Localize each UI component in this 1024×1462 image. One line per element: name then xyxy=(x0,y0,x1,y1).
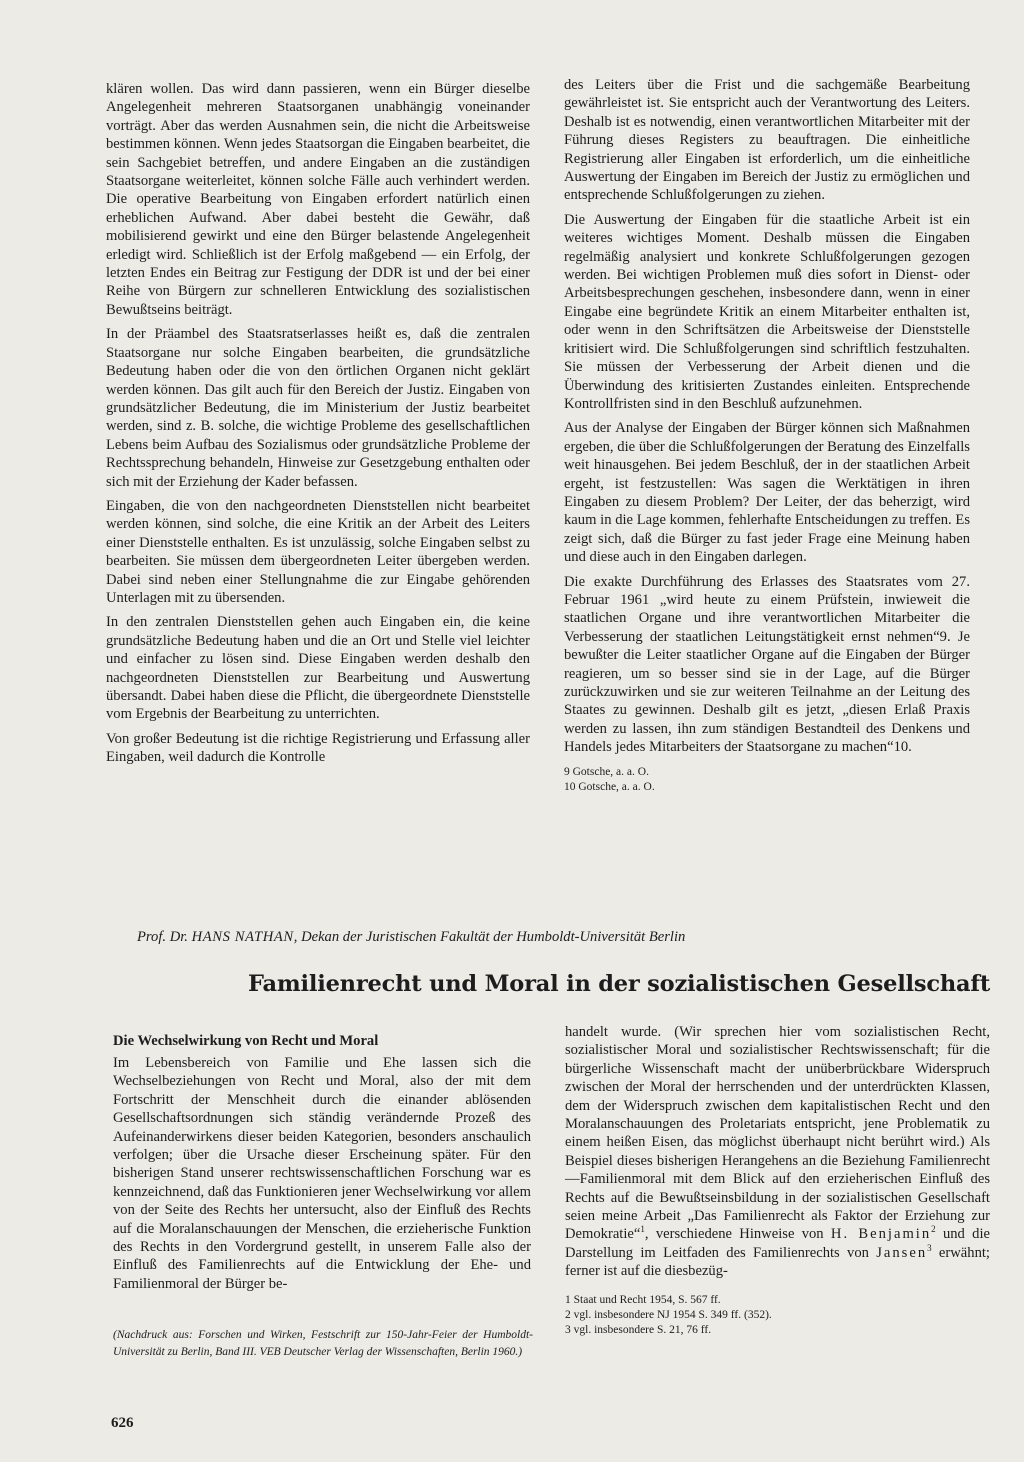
footnote-ref: 1 xyxy=(640,1224,645,1235)
footnote: 1 Staat und Recht 1954, S. 567 ff. xyxy=(565,1293,721,1306)
paragraph: In den zentralen Dienststellen gehen auch Eingaben ein, die keine grundsätzliche Bedeutung haben und die an Ort und Stelle viel leichter und einfacher zu lösen sind. Diese Eingaben werden deshalb den nachgeordneten Dienststellen zur Bearbeitung und Auswertung übersandt. Dabei haben diese die Pflicht, die übergeordnete Dienststelle vom Ergebnis der Bearbeitung zu unterrichten. xyxy=(106,614,530,723)
paragraph: handelt wurde. (Wir sprechen hier vom sozialistischen Recht, sozialistischer Moral und sozialistischer Rechtswissenschaft; für die bürgerliche Wissenschaft macht der unüberbrückbare Widerspruch zwischen der Moral der herrschenden und der unterdrückten Klassen, dem der Widerspruch zwischen dem kapitalistischen Recht und den Moralanschauungen des Proletariats entspricht, jene Problematik zu einem heißen Eisen, das möglichst überhaupt nicht berührt wird.) Als Beispiel dieses bisherigen Herangehens an die Beziehung Familienrecht—Familienmoral mit dem Blick auf den erzieherischen Einfluß des Rechts auf die Bewußtseinsbildung in der sozialistischen Gesellschaft seien meine Arbeit „Das Familienrecht als Faktor der Erziehung zur Demokratie“$^1$, verschiedene Hinweise von H. Benjamin$^2$ und die Darstellung im Leitfaden des Familienrechts von Jansen$^3$ erwähnt; ferner ist auf die diesbezüg- xyxy=(565,1024,990,1280)
article-title: Familienrecht und Moral in der sozialistischen Gesellschaft xyxy=(248,971,991,997)
author-name: HANS NATHAN xyxy=(191,929,294,945)
footnote: 3 vgl. insbesondere S. 21, 76 ff. xyxy=(565,1323,712,1336)
paragraph: klären wollen. Das wird dann passieren, wenn ein Bürger dieselbe Angelegenheit mehreren Staatsorganen unabhängig voneinander vorträgt. Aber das werden Ausnahmen sein, die nicht die Arbeitsweise bestimmen können. Wenn jedes Staatsorgan die Eingaben bearbeitet, die sein Sachgebiet betreffen, und andere Eingaben an die zuständigen Staatsorgane weiterleitet, können solche Fälle auch verhindert werden. Die operative Bearbeitung von Eingaben erfordert natürlich einen erheblichen Aufwand. Aber dabei besteht die Gewähr, daß mobilisierend gewirkt und eine den Bürger belastende Angelegenheit erledigt wird. Schließlich ist der Erfolg maßgebend — ein Erfolg, der letzten Endes ein Beitrag zur Festigung der DDR ist und der bei einer Reihe von Bürgern zur schnelleren Entwicklung des sozialistischen Bewußtseins beiträgt. xyxy=(106,81,530,318)
article-left-column xyxy=(113,1032,531,1299)
author-byline: Prof. Dr. HANS NATHAN, Dekan der Juristischen Fakultät der Humboldt-Universität Berlin xyxy=(137,929,686,945)
paragraph: Von großer Bedeutung ist die richtige Registrierung und Erfassung aller Eingaben, weil dadurch die Kontrolle xyxy=(106,730,530,766)
footnote-ref: 3 xyxy=(927,1243,932,1254)
paragraph: In der Präambel des Staatsratserlasses heißt es, daß die zentralen Staatsorgane nur solche Eingaben bearbeiten, die grundsätzliche Bedeutung haben oder die von den örtlichen Organen nicht geklärt werden können. Das gilt auch für den Bereich der Justiz. Eingaben von grundsätzlicher Bedeutung, die im Ministerium der Justiz bearbeitet werden, sind z. B. solche, die wichtige Probleme des gesellschaftlichen Lebens beim Aufbau des Sozialismus oder grundsätzliche Probleme der Rechtssprechung behandeln, Hinweise zur Gesetzgebung enthalten oder sich mit der Erziehung der Kader befassen. xyxy=(106,326,530,490)
paragraph: Aus der Analyse der Eingaben der Bürger können sich Maßnahmen ergeben, die über die Schlußfolgerungen der Beratung des Einzelfalls weit hinausgehen. Bei jedem Beschluß, der in der staatlichen Arbeit ergeht, ist festzustellen: Was sagen die Werktätigen in ihren Eingaben zu diesem Problem? Der Leiter, der das beherzigt, wird kaum in die Lage kommen, fehlerhafte Entscheidungen zu treffen. Es zeigt sich, daß die Bürger zu fast jeder Frage eine Meinung haben und diese auch in den Eingaben darlegen. xyxy=(564,420,970,566)
paragraph: Eingaben, die von den nachgeordneten Dienststellen nicht bearbeitet werden können, sind solche, die eine Kritik an der Arbeit des Leiters einer Dienststelle enthalten. Es ist unzulässig, solche Eingaben selbst zu bearbeiten. Sie müssen dem übergeordneten Leiter übergeben werden. Dabei sind neben einer Stellungnahme die zur Eingabe gehörenden Unterlagen mit zu übersenden. xyxy=(106,497,530,606)
paragraph: Im Lebensbereich von Familie und Ehe lassen sich die Wechselbeziehungen von Recht und Moral, also der mit dem Fortschritt der Menschheit durch die einander ablösenden Gesellschaftsordnungen sich ständig verändernde Prozeß des Aufeinanderwirkens dieser beiden Kategorien, besonders anschaulich verfolgen; über die Ursache dieser Erscheinung später. Für den bisherigen Stand unserer rechtswissenschaftlichen Forschung war es kennzeichnend, daß das Funktionieren jener Wechselwirkung vor allem von der Seite des Rechts her untersucht, also der Einfluß des Rechts auf die Moralanschauungen der Menschen, die erzieherische Funktion des Rechts in den Vordergrund gestellt, in unserem Falle also der Einfluß des Familienrechts auf die Entwicklung der Ehe- und Familienmoral der Bürger be- xyxy=(113,1055,531,1292)
reprint-note: (Nachdruck aus: Forschen und Wirken, Festschrift zur 150-Jahr-Feier der Humboldt-Universität zu Berlin, Band III. VEB Deutscher Verlag der Wissenschaften, Berlin 1960.) xyxy=(113,1329,533,1358)
footnote: 9 Gotsche, a. a. O. xyxy=(564,765,649,778)
footnotes-bottom xyxy=(565,1293,990,1338)
footnote: 2 vgl. insbesondere NJ 1954 S. 349 ff. (352). xyxy=(565,1308,772,1321)
paragraph: des Leiters über die Frist und die sachgemäße Bearbeitung gewährleistet ist. Sie entspricht auch der Verantwortung des Leiters. Deshalb ist es notwendig, einen verantwortlichen Mitarbeiter mit der Führung dieses Registers zu beauftragen. Die einheitliche Registrierung aller Eingaben ist erforderlich, um die einheitliche Auswertung der Eingaben im Bereich der Justiz zu ermöglichen und entsprechende Schlußfolgerungen zu ziehen. xyxy=(564,77,970,204)
top-right-column xyxy=(564,76,970,795)
paragraph: Die exakte Durchführung des Erlasses des Staatsrates vom 27. Februar 1961 „wird heute zu einem Prüfstein, inwieweit die staatlichen Organe und ihre verantwortlichen Mitarbeiter die Verbesserung der staatlichen Leitungstätigkeit ernst nehmen“9. Je bewußter die Leiter staatlicher Organe auf die Eingaben der Bürger reagieren, um so besser sind sie in der Lage, auf die Bürger zurückzuwirken und sie zur weiteren Teilnahme an der Leitung des Staates zu gewinnen. Deshalb gilt es jetzt, „diesen Erlaß Praxis werden zu lassen, ihn zum ständigen Bestandteil des Denkens und Handels jedes Mitarbeiters der Staatsorgane zu machen“10. xyxy=(564,573,970,756)
footnote-ref: 2 xyxy=(931,1224,936,1235)
footnotes-top xyxy=(564,765,970,795)
paragraph: Die Auswertung der Eingaben für die staatliche Arbeit ist ein weiteres wichtiges Moment. Deshalb müssen die Eingaben regelmäßig analysiert und konkrete Schlußfolgerungen gezogen werden. Bei wichtigen Problemen muß dies sofort in Dienst- oder Arbeitsbesprechungen geschehen, insbesondere dann, wenn in einer Eingabe eine begründete Kritik an einem Mitarbeiter enthalten ist, oder wenn in den Schriftsätzen die Arbeitsweise der Dienststelle kritisiert wird. Die Schlußfolgerungen sind schriftlich festzuhalten. Sie müssen der Verbesserung der Arbeit dienen und die Überwindung des kritisierten Zustandes einleiten. Entsprechende Kontrollfristen sind in den Beschluß aufzunehmen. xyxy=(564,211,970,412)
top-left-column xyxy=(106,80,530,773)
author-ref: H. Benjamin xyxy=(830,1226,932,1243)
page-number: 626 xyxy=(111,1415,134,1431)
author-ref: Jansen xyxy=(876,1244,928,1261)
section-heading: Die Wechselwirkung von Recht und Moral xyxy=(113,1033,379,1049)
footnote: 10 Gotsche, a. a. O. xyxy=(564,780,655,793)
article-right-column xyxy=(565,1023,990,1338)
